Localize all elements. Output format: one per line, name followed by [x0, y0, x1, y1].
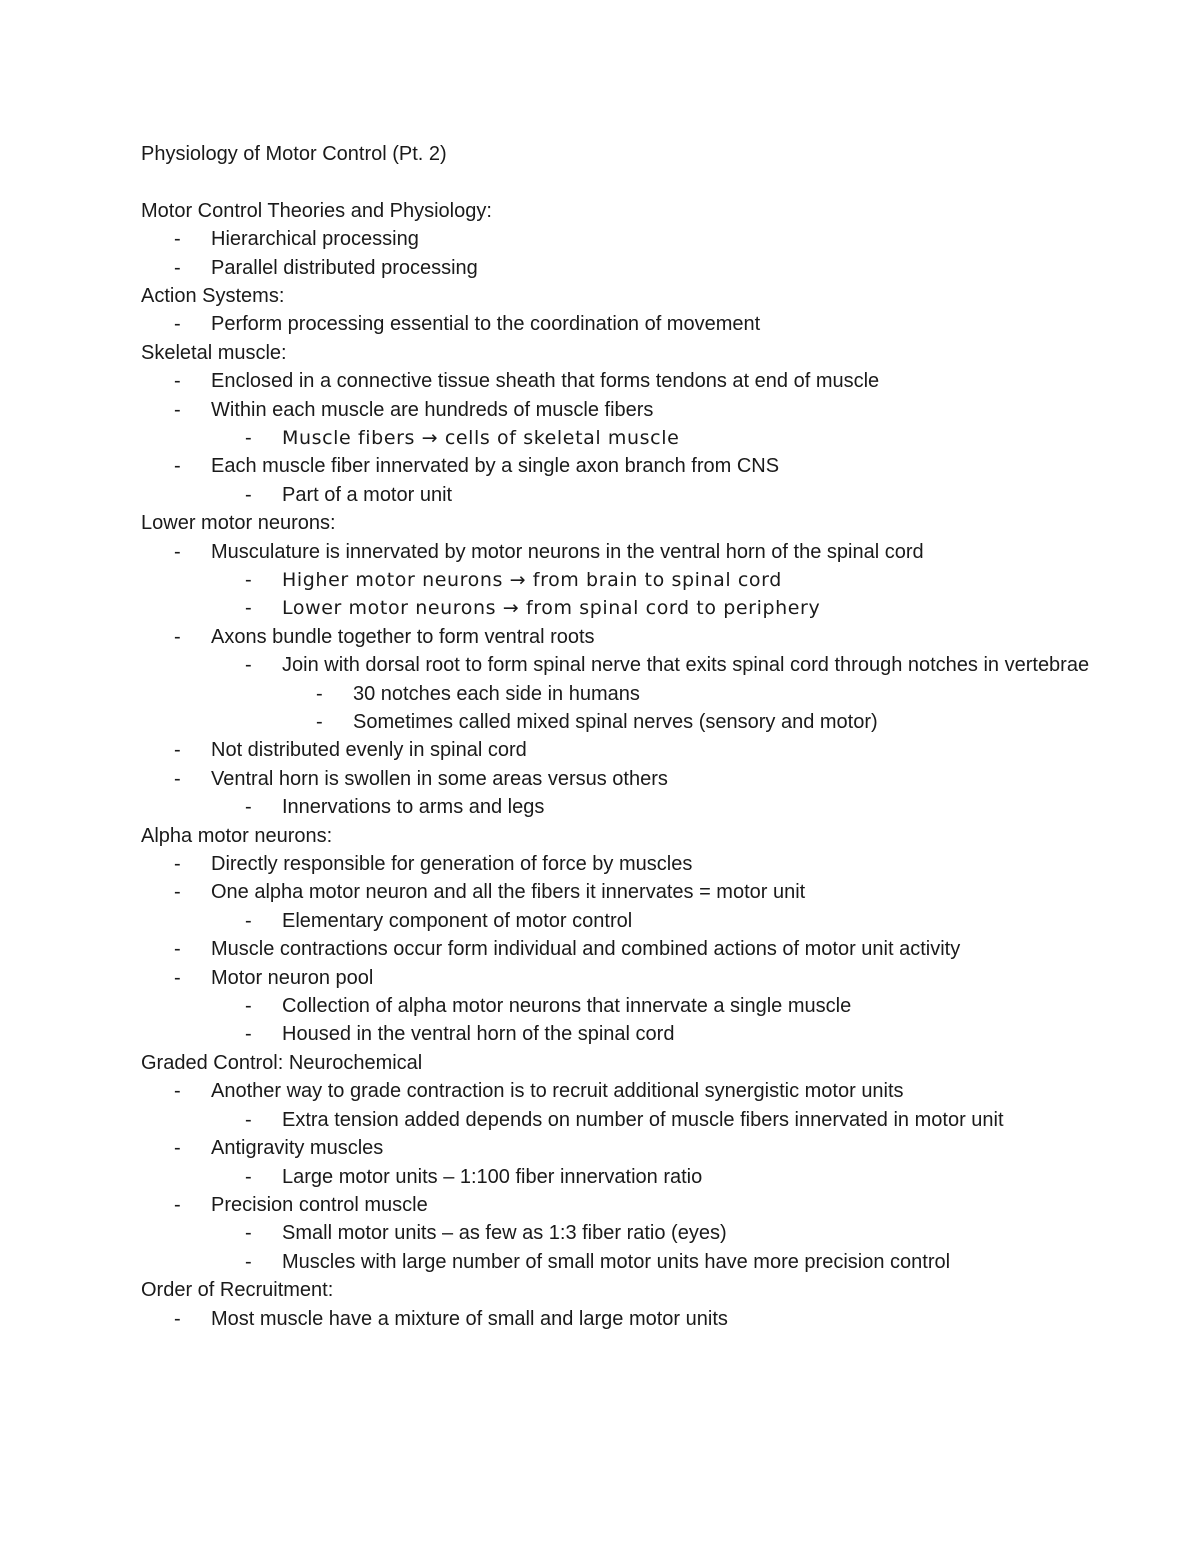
bullet-dash: - — [174, 398, 181, 421]
bullet-item-level-3 — [141, 680, 1141, 708]
bullet-item-level-3 — [141, 708, 1141, 736]
bullet-dash: - — [174, 739, 181, 762]
bullet-dash: - — [174, 853, 181, 876]
bullet-text: Enclosed in a connective tissue sheath that forms tendons at end of muscle — [211, 370, 880, 393]
bullet-dash: - — [174, 966, 181, 989]
section-heading: Skeletal muscle: — [141, 341, 287, 364]
section-heading: Graded Control: Neurochemical — [141, 1051, 423, 1074]
bullet-dash: - — [174, 1307, 181, 1330]
bullet-dash: - — [245, 796, 252, 819]
bullet-text: Part of a motor unit — [282, 483, 453, 506]
bullet-dash: - — [245, 995, 252, 1018]
bullet-item-level-2 — [141, 1163, 1141, 1191]
bullet-item-level-1 — [141, 1077, 1141, 1105]
bullet-dash: - — [245, 597, 252, 620]
bullet-dash: - — [174, 1193, 181, 1216]
section-heading: Action Systems: — [141, 284, 285, 307]
bullet-item-level-2 — [141, 566, 1141, 594]
bullet-text: Directly responsible for generation of force by muscles — [211, 853, 693, 876]
bullet-dash: - — [316, 682, 323, 705]
bullet-item-level-1 — [141, 310, 1141, 338]
bullet-text: Precision control muscle — [211, 1193, 428, 1216]
bullet-item-level-1 — [141, 225, 1141, 253]
bullet-item-level-1 — [141, 964, 1141, 992]
bullet-item-level-1 — [141, 765, 1141, 793]
bullet-text: Collection of alpha motor neurons that innervate a single muscle — [282, 995, 852, 1018]
bullet-item-level-1 — [141, 367, 1141, 395]
bullet-dash: - — [316, 711, 323, 734]
bullet-item-level-1 — [141, 623, 1141, 651]
bullet-text: Lower motor neurons → from spinal cord to periphery — [282, 597, 821, 620]
bullet-text: Muscle contractions occur form individual and combined actions of motor unit activity — [211, 938, 961, 961]
bullet-item-level-1 — [141, 1191, 1141, 1219]
bullet-dash: - — [245, 909, 252, 932]
bullet-item-level-2 — [141, 1020, 1141, 1048]
bullet-text: Musculature is innervated by motor neurons in the ventral horn of the spinal cord — [211, 540, 924, 563]
bullet-dash: - — [174, 1137, 181, 1160]
section-heading: Order of Recruitment: — [141, 1279, 334, 1302]
bullet-item-level-1 — [141, 850, 1141, 878]
bullet-text: 30 notches each side in humans — [353, 682, 640, 705]
bullet-item-level-2 — [141, 793, 1141, 821]
bullet-dash: - — [174, 455, 181, 478]
section-heading: Motor Control Theories and Physiology: — [141, 199, 492, 222]
bullet-text: Housed in the ventral horn of the spinal cord — [282, 1023, 675, 1046]
bullet-item-level-1 — [141, 452, 1141, 480]
bullet-item-level-2 — [141, 424, 1141, 452]
bullet-dash: - — [174, 1080, 181, 1103]
bullet-dash: - — [245, 483, 252, 506]
document-body — [141, 140, 1141, 1333]
blank-line — [141, 168, 1141, 196]
bullet-dash: - — [245, 654, 252, 677]
section-heading: Alpha motor neurons: — [141, 824, 333, 847]
bullet-item-level-1 — [141, 254, 1141, 282]
bullet-text: Axons bundle together to form ventral roots — [211, 625, 595, 648]
bullet-dash: - — [174, 938, 181, 961]
notes-outline — [141, 197, 1141, 1333]
page-title: Physiology of Motor Control (Pt. 2) — [141, 143, 447, 165]
bullet-item-level-1 — [141, 736, 1141, 764]
bullet-text: Hierarchical processing — [211, 228, 419, 251]
bullet-item-level-2 — [141, 1219, 1141, 1247]
bullet-text: Small motor units – as few as 1:3 fiber ratio (eyes) — [282, 1222, 727, 1245]
bullet-text: Another way to grade contraction is to recruit additional synergistic motor units — [211, 1080, 904, 1103]
bullet-item-level-1 — [141, 1305, 1141, 1333]
bullet-item-level-2 — [141, 481, 1141, 509]
bullet-item-level-1 — [141, 1134, 1141, 1162]
bullet-dash: - — [174, 256, 181, 279]
bullet-text: Sometimes called mixed spinal nerves (sensory and motor) — [353, 711, 878, 734]
bullet-item-level-1 — [141, 935, 1141, 963]
bullet-dash: - — [174, 625, 181, 648]
bullet-text: Extra tension added depends on number of muscle fibers innervated in motor unit — [282, 1108, 1004, 1131]
bullet-text: Antigravity muscles — [211, 1137, 384, 1160]
bullet-dash: - — [174, 313, 181, 336]
bullet-text: Within each muscle are hundreds of muscle fibers — [211, 398, 654, 421]
bullet-item-level-2 — [141, 907, 1141, 935]
bullet-text: Ventral horn is swollen in some areas versus others — [211, 767, 668, 790]
bullet-text: Not distributed evenly in spinal cord — [211, 739, 527, 762]
bullet-item-level-2 — [141, 1106, 1141, 1134]
bullet-item-level-1 — [141, 538, 1141, 566]
bullet-item-level-2 — [141, 1248, 1141, 1276]
bullet-text: Join with dorsal root to form spinal nerve that exits spinal cord through notches in vertebrae — [282, 654, 1090, 677]
bullet-dash: - — [174, 228, 181, 251]
bullet-text: Each muscle fiber innervated by a single axon branch from CNS — [211, 455, 780, 478]
bullet-text: Large motor units – 1:100 fiber innervation ratio — [282, 1165, 703, 1188]
bullet-dash: - — [245, 569, 252, 591]
bullet-text: Innervations to arms and legs — [282, 796, 545, 819]
bullet-text: Perform processing essential to the coordination of movement — [211, 313, 761, 336]
bullet-text: One alpha motor neuron and all the fibers it innervates = motor unit — [211, 881, 806, 904]
bullet-text: Parallel distributed processing — [211, 256, 478, 279]
bullet-dash: - — [174, 370, 181, 393]
bullet-text: Elementary component of motor control — [282, 909, 633, 932]
bullet-item-level-1 — [141, 878, 1141, 906]
bullet-dash: - — [174, 767, 181, 790]
bullet-dash: - — [245, 1222, 252, 1245]
section-heading: Lower motor neurons: — [141, 512, 336, 535]
bullet-dash: - — [245, 1023, 252, 1046]
bullet-text: Most muscle have a mixture of small and large motor units — [211, 1307, 728, 1330]
bullet-dash: - — [245, 1250, 252, 1273]
bullet-item-level-2 — [141, 651, 1141, 679]
bullet-text: Motor neuron pool — [211, 966, 374, 989]
bullet-dash: - — [245, 1108, 252, 1131]
bullet-text: Muscle fibers → cells of skeletal muscle — [282, 426, 680, 449]
bullet-dash: - — [174, 881, 181, 904]
bullet-dash: - — [174, 540, 181, 563]
bullet-item-level-2 — [141, 594, 1141, 622]
bullet-text: Higher motor neurons → from brain to spinal cord — [282, 569, 782, 591]
bullet-dash: - — [245, 426, 252, 449]
bullet-text: Muscles with large number of small motor units have more precision control — [282, 1250, 951, 1273]
bullet-item-level-2 — [141, 992, 1141, 1020]
bullet-dash: - — [245, 1165, 252, 1188]
bullet-item-level-1 — [141, 396, 1141, 424]
